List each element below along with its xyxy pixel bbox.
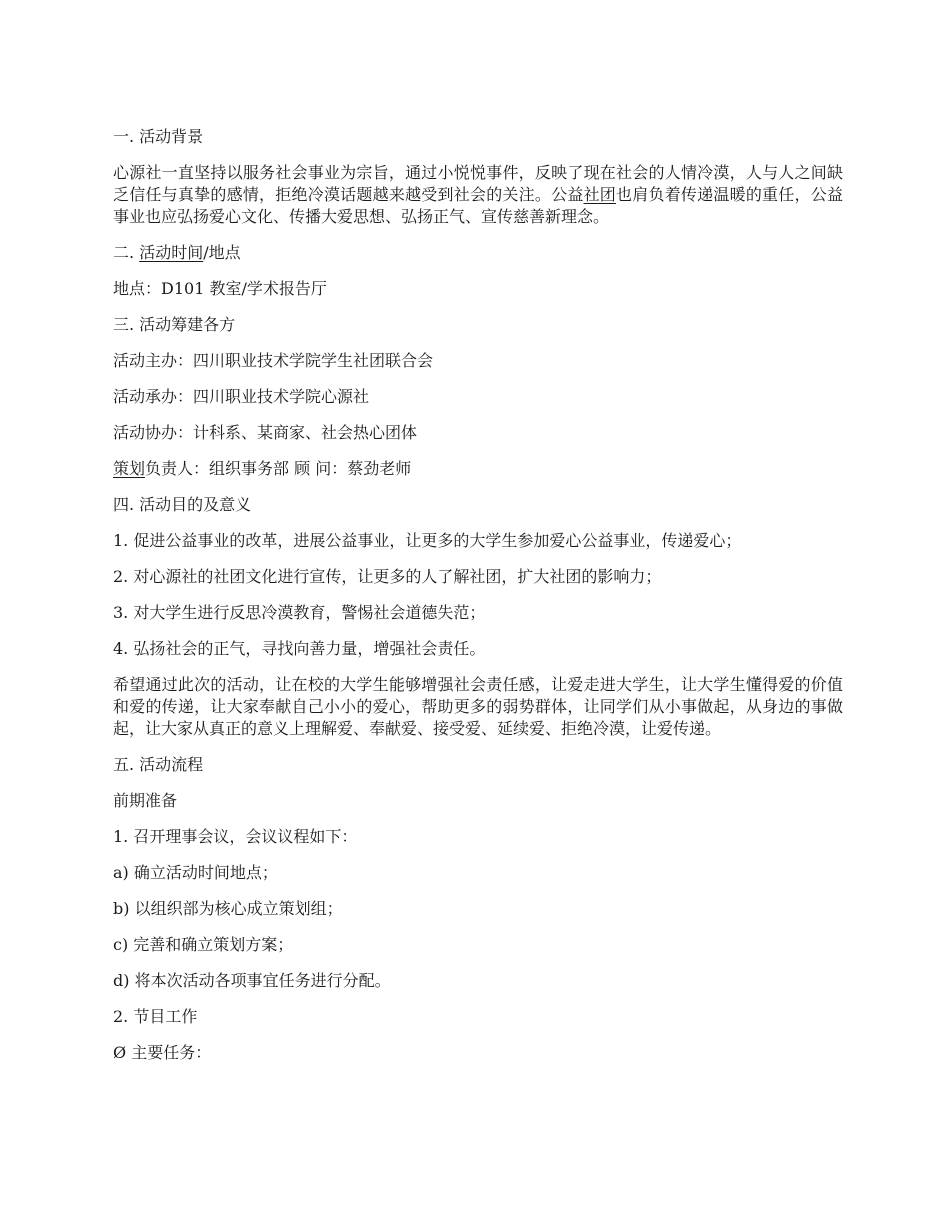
prep-heading: 前期准备 bbox=[113, 791, 178, 810]
background-paragraph bbox=[113, 162, 843, 228]
hope-paragraph: 希望通过此次的活动，让在校的大学生能够增强社会责任感，让爱走进大学生，让大学生懂得爱的价值和爱的传递，让大家奉献自己小小的爱心，帮助更多的弱势群体，让同学们从小事做起，从身边的事做起，让大家从真正的意义上理解爱、奉献爱、接受爱、延续爱、拒绝冷漠，让爱传递。 bbox=[113, 675, 843, 738]
link-activity-time[interactable]: 活动时间 bbox=[139, 243, 204, 262]
purpose-item-2: 2. 对心源社的社团文化进行宣传，让更多的人了解社团，扩大社团的影响力； bbox=[113, 567, 662, 586]
step-1d: d) 将本次活动各项事宜任务进行分配。 bbox=[113, 971, 391, 990]
step-2: 2. 节目工作 bbox=[113, 1007, 198, 1026]
section-heading-time-location bbox=[113, 242, 843, 264]
planner-text: 负责人：组织事务部 顾 问：蔡劲老师 bbox=[145, 459, 412, 478]
link-planning[interactable]: 策划 bbox=[113, 459, 146, 478]
undertaker-line: 活动承办：四川职业技术学院心源社 bbox=[113, 387, 370, 406]
step-1: 1. 召开理事会议，会议议程如下： bbox=[113, 827, 358, 846]
background-text-a: 心源社一直坚持以服务社会事业为宗旨，通过小悦悦事件，反映了现在社会的人情冷漠，人与人之间缺乏信任与真挚的感情，拒绝冷漠话题越来越受到社会的关注。公益 bbox=[113, 163, 843, 204]
purpose-item-1: 1. 促进公益事业的改革，进展公益事业，让更多的大学生参加爱心公益事业，传递爱心； bbox=[113, 531, 742, 550]
purpose-item-3: 3. 对大学生进行反思冷漠教育，警惕社会道德失范； bbox=[113, 603, 486, 622]
section-number: 二. bbox=[113, 243, 140, 262]
main-tasks-line: Ø 主要任务： bbox=[113, 1043, 212, 1062]
section-heading-background: 一. 活动背景 bbox=[113, 127, 204, 146]
step-1c: c) 完善和确立策划方案； bbox=[113, 935, 294, 954]
location-line: 地点：D101 教室/学术报告厅 bbox=[113, 279, 327, 298]
step-1b: b) 以组织部为核心成立策划组； bbox=[113, 899, 343, 918]
section-heading-process: 五. 活动流程 bbox=[113, 755, 204, 774]
background-text-b: 也肩负着传递温暖的重任，公益事业也应弘扬爱心文化、传播大爱思想、弘扬正气、宣传慈善新理念。 bbox=[113, 185, 843, 226]
co-organizer-line: 活动协办：计科系、某商家、社会热心团体 bbox=[113, 423, 418, 442]
planner-line bbox=[113, 458, 843, 480]
purpose-item-4: 4. 弘扬社会的正气，寻找向善力量，增强社会责任。 bbox=[113, 639, 486, 658]
step-1a: a) 确立活动时间地点； bbox=[113, 863, 278, 882]
organizer-line: 活动主办：四川职业技术学院学生社团联合会 bbox=[113, 351, 434, 370]
document-body bbox=[113, 126, 843, 1078]
section-heading-suffix: /地点 bbox=[203, 243, 241, 262]
section-heading-purpose: 四. 活动目的及意义 bbox=[113, 495, 252, 514]
link-club[interactable]: 社团 bbox=[583, 185, 617, 204]
section-heading-parties: 三. 活动筹建各方 bbox=[113, 315, 236, 334]
